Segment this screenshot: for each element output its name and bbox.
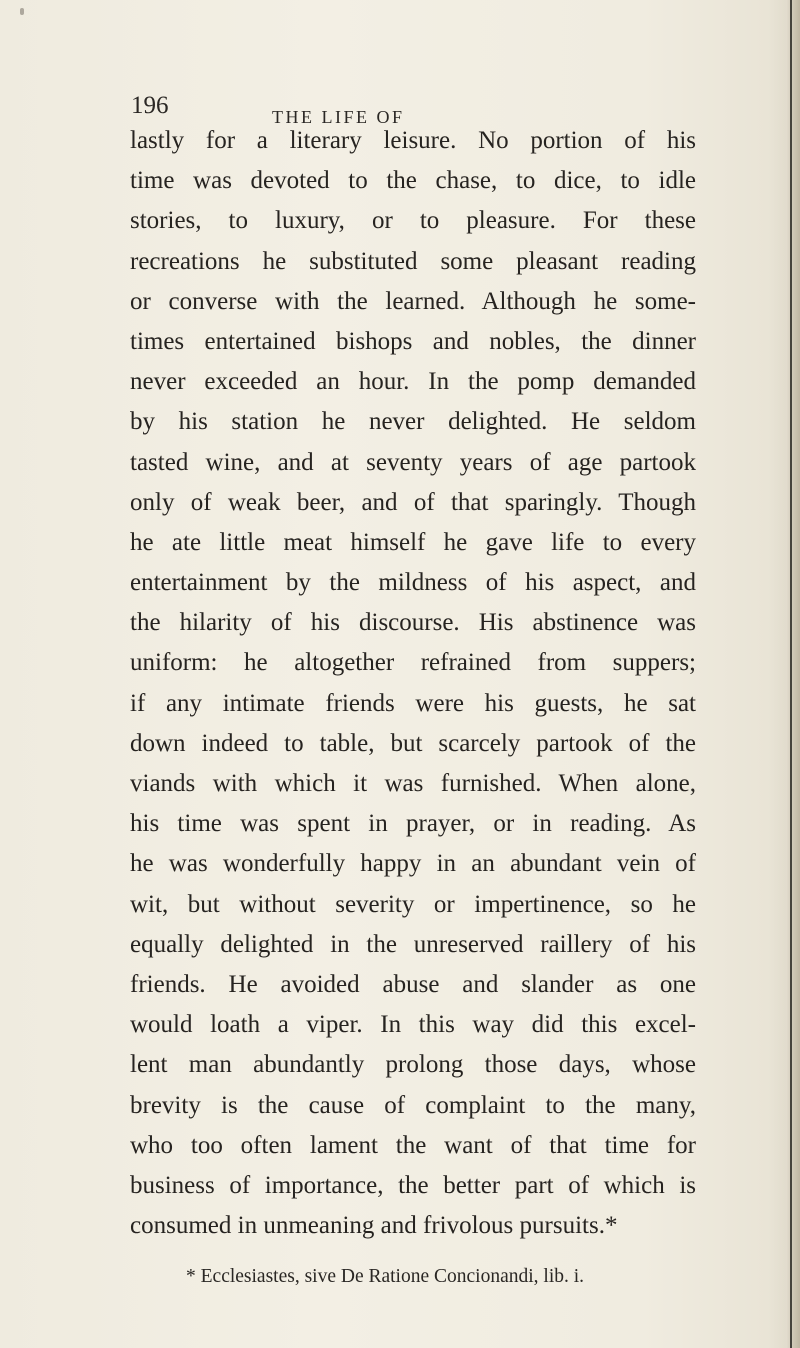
text-line: down indeed to table, but scarcely partook of the	[130, 729, 696, 757]
text-line: consumed in unmeaning and frivolous pursuits.*	[130, 1212, 618, 1240]
body-text	[130, 121, 696, 1246]
text-line: only of weak beer, and of that sparingly. Though	[130, 488, 696, 516]
text-line: recreations he substituted some pleasant reading	[130, 247, 696, 275]
text-line: tasted wine, and at seventy years of age partook	[130, 448, 696, 476]
text-line: friends. He avoided abuse and slander as one	[130, 970, 696, 998]
text-line: by his station he never delighted. He seldom	[130, 408, 696, 436]
text-line: the hilarity of his discourse. His abstinence was	[130, 609, 696, 637]
binding-line	[790, 0, 792, 1348]
text-line: brevity is the cause of complaint to the many,	[130, 1091, 696, 1119]
page-edge	[786, 0, 800, 1348]
text-line: lastly for a literary leisure. No portion of his	[130, 127, 696, 154]
text-line: or converse with the learned. Although he some-	[130, 287, 696, 315]
page-mark	[20, 8, 24, 15]
text-line: time was devoted to the chase, to dice, to idle	[130, 167, 696, 195]
text-line: viands with which it was furnished. When alone,	[130, 770, 696, 797]
text-line: if any intimate friends were his guests, he sat	[130, 689, 696, 717]
text-line: wit, but without severity or impertinence, so he	[130, 890, 696, 918]
text-line: entertainment by the mildness of his aspect, and	[130, 569, 696, 597]
page-number: 196	[131, 92, 169, 119]
text-line: never exceeded an hour. In the pomp demanded	[130, 368, 696, 396]
text-line: business of importance, the better part of which is	[130, 1171, 696, 1199]
text-line: he ate little meat himself he gave life to every	[130, 528, 696, 556]
text-line: his time was spent in prayer, or in reading. As	[130, 810, 696, 838]
text-line: would loath a viper. In this way did this excel-	[130, 1011, 696, 1039]
text-line: he was wonderfully happy in an abundant vein of	[130, 850, 696, 878]
text-line: who too often lament the want of that time for	[130, 1131, 696, 1159]
text-line: equally delighted in the unreserved raillery of his	[130, 930, 696, 958]
text-line: stories, to luxury, or to pleasure. For these	[130, 207, 696, 235]
running-head: THE LIFE OF	[272, 107, 405, 127]
footnote: * Ecclesiastes, sive De Ratione Concionandi, lib. i.	[186, 1266, 585, 1287]
text-line: uniform: he altogether refrained from suppers;	[130, 649, 696, 677]
text-line: lent man abundantly prolong those days, whose	[130, 1051, 696, 1079]
text-line: times entertained bishops and nobles, the dinner	[130, 327, 696, 355]
